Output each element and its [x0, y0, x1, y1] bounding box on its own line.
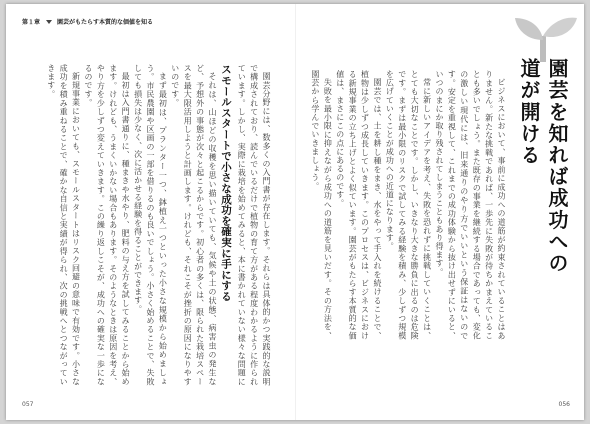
left-paragraph-2: それは、山ほどの収穫を思い描いていても、気候や土の状態、病害虫の発生など、予想外の事態が次々と起こるからです。初心者の多くは、限られた栽培スペースを最大限活用しようと計画します。けれども、それこそが挫折の原因になりやすいのです。 [170, 64, 217, 386]
left-page [6, 4, 295, 420]
main-heading-line-1: 園芸を知れば成功への [545, 58, 569, 274]
section-subheading: スモールスタートで小さな成功を確実に手にする [220, 64, 232, 302]
right-paragraph-3: 園芸では、土を耕し種をまき、水をやって手入れを続けることで、植物は少しずつ成長していきます。このプロセスは、ビジネスにおける新規事業の立ち上げとよく似ています。園芸がもたらす本質的な価値は、まさにこの点にあるのです。 [335, 70, 382, 340]
page-number-left: 057 [22, 401, 34, 408]
right-paragraph-4: 失敗を最小限に抑えながら成功への道筋を見いだす。その方法を、園芸から学んでいきましょう。 [311, 70, 333, 340]
left-paragraph-1: 園芸分野には、数多くの入門書が存在します。それらは具体的かつ実践的な説明で構成されており、読んでいるだけで植物の育て方がある程度わかるように作られています。しかし、実際に栽培を始めてみると、本に書かれていない様々な問題に [237, 64, 271, 386]
book-spread [6, 4, 584, 420]
chapter-title: 園芸がもたらす本質的な価値を知る [57, 19, 154, 26]
main-heading-line-2: 道が開ける [517, 58, 541, 166]
triangle-marker-icon [46, 20, 52, 24]
left-paragraph-4: 最初は入門書通りに、種まきや水やり、肥料の与え方を試してみることから始めます。けれども、うまくいかない場合もあります。そのようなときは原因を考え、やり方を少しずつ変えていきます。この繰り返しこそが、成功への確実な一歩になるのです。 [83, 64, 131, 386]
running-head [22, 17, 153, 26]
page-number-right: 056 [558, 401, 570, 408]
left-body-intro [234, 64, 272, 386]
left-paragraph-5: 新規事業においても、スモールスタートはリスク回避の意味で有効です。小さな成功を積み重ねることで、確かな自信と実績が得られ、次の挑戦へとつながっていきます。 [46, 64, 81, 386]
sprout-icon [509, 16, 579, 62]
right-paragraph-1: ビジネスにおいて、事前に成功への道筋が約束されていることはありません。新たな挑戦であれば、一歩先に失敗が待ちかまえていることも多いでしょう。また既存の事業を継続する場合であっても、変化の激しい現代には、旧来通りのやり方でいいという保証はないのです。安定を重視して、これまでの成功体験から抜け出せずにいると、いつのまにか取り残されてしまうこともあり得ます。 [434, 70, 506, 340]
right-page [295, 4, 584, 420]
right-paragraph-2: 常に新しいアイデアを考え、失敗を恐れずに挑戦していくことは、とても大切なことです。しかし、いきなり大きな勝負に出るのは危険です。まずは最小限のリスクで試してみる経験を積み、少しずつ規模を広げていくことが成功への近道になります。 [385, 70, 432, 340]
right-body-text [311, 70, 507, 340]
main-heading [515, 58, 571, 388]
chapter-number: 第１章 [22, 19, 41, 26]
left-paragraph-3: まず最初は、プランター一つ、鉢植え一つといった小さな規模から始めましょう。市民農園や区画の一部を借りるのも良いでしょう。小さく始めることで、失敗しても損失は少なく、次に活かせる経験を得ることができます。 [133, 64, 168, 386]
left-body-text [28, 64, 218, 386]
